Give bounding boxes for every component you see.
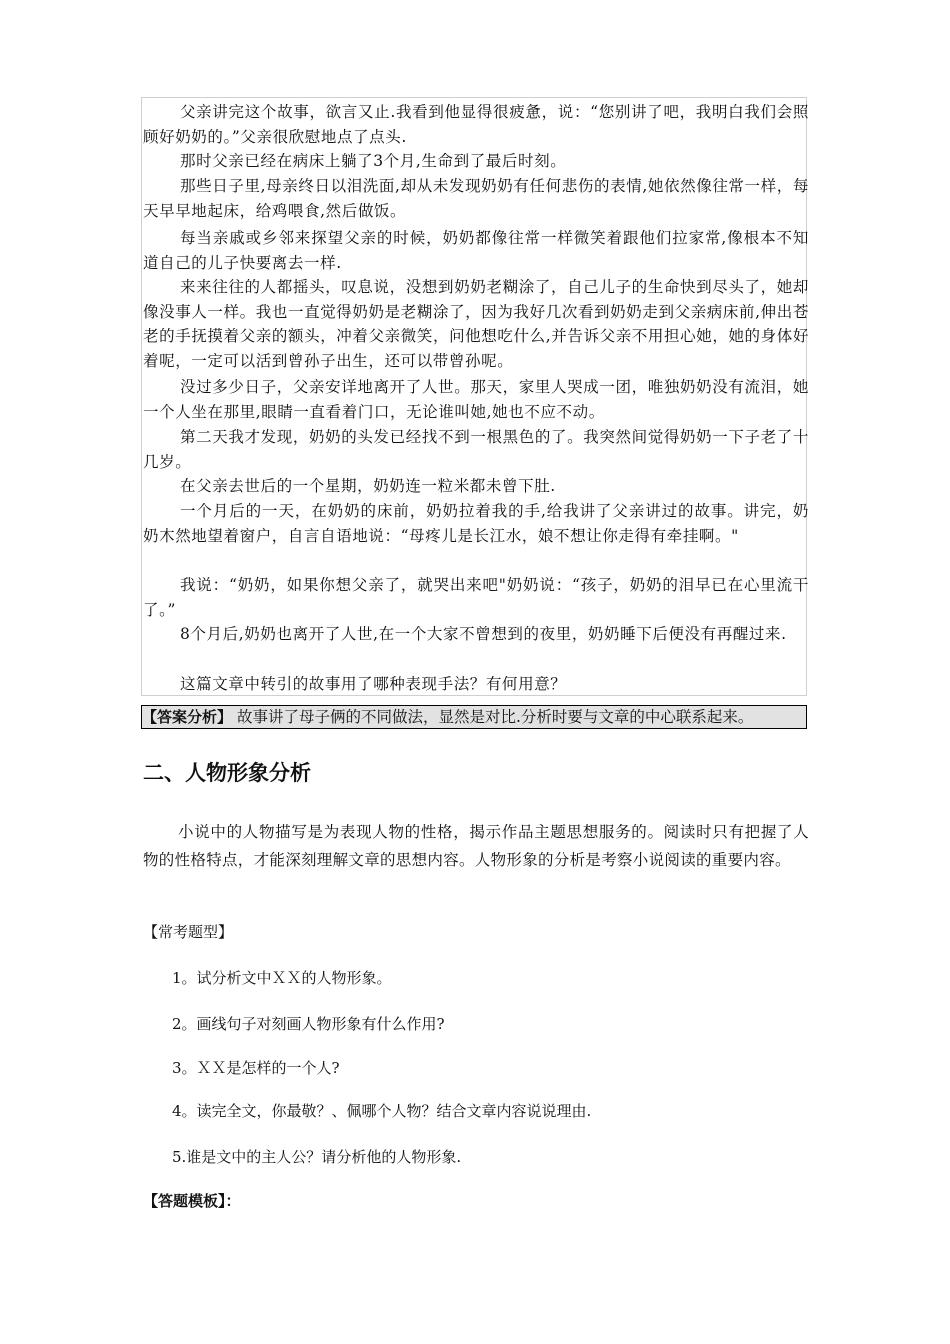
passage-paragraph: 在父亲去世后的一个星期，奶奶连一粒米都未曾下肚. xyxy=(180,477,556,495)
passage-paragraph: 每当亲戚或乡邻来探望父亲的时候，奶奶都像往常一样微笑着跟他们拉家常,像根本不知道自己的儿子快要离去一样. xyxy=(143,229,809,272)
passage-paragraph: 没过多少日子，父亲安详地离开了人世。那天，家里人哭成一团，唯独奶奶没有流泪，她一个人坐在那里,眼睛一直看着门口，无论谁叫她,她也不应不动。 xyxy=(143,378,809,421)
passage-question: 这篇文章中转引的故事用了哪种表现手法？有何用意？ xyxy=(180,675,567,693)
question-item: 4。读完全文，你最敬？、佩哪个人物？结合文章内容说说理由. xyxy=(172,1102,592,1120)
question-types-label: 【常考题型】 xyxy=(143,923,234,941)
question-item: 3。ＸＸ是怎样的一个人? xyxy=(172,1059,340,1077)
passage-paragraph: 来来往往的人都摇头，叹息说，没想到奶奶老糊涂了，自己儿子的生命快到尽头了，她却像没事人一样。我也一直觉得奶奶是老糊涂了，因为我好几次看到奶奶走到父亲病床前,伸出苍老的手抚摸着父亲的额头，冲着父亲微笑，问他想吃什么,并告诉父亲不用担心她，她的身体好着呢，一定可以活到曾孙子出生，还可以带曾孙呢。 xyxy=(143,278,809,370)
question-item: 5.谁是文中的主人公？请分析他的人物形象. xyxy=(172,1148,462,1166)
passage-paragraph: 那时父亲已经在病床上躺了3个月,生命到了最后时刻。 xyxy=(180,152,567,170)
passage-paragraph: 父亲讲完这个故事，欲言又止.我看到他显得很疲惫，说：“您别讲了吧，我明白我们会照顾好奶奶的。”父亲很欣慰地点了点头. xyxy=(143,103,809,146)
passage-paragraph: 第二天我才发现，奶奶的头发已经找不到一根黑色的了。我突然间觉得奶奶一下子老了十几岁。 xyxy=(143,428,809,471)
answer-text: 故事讲了母子俩的不同做法，显然是对比.分析时要与文章的中心联系起来。 xyxy=(232,708,754,726)
question-item: 1。试分析文中ＸＸ的人物形象。 xyxy=(172,969,392,987)
passage-paragraph: 一个月后的一天，在奶奶的床前，奶奶拉着我的手,给我讲了父亲讲过的故事。讲完，奶奶木然地望着窗户，自言自语地说：“母疼儿是长江水，娘不想让你走得有牵挂啊。" xyxy=(143,502,809,545)
section-title: 二、人物形象分析 xyxy=(143,761,311,785)
passage-paragraph: 那些日子里,母亲终日以泪洗面,却从未发现奶奶有任何悲伤的表情,她依然像往常一样，每天早早地起床，给鸡喂食,然后做饭。 xyxy=(143,177,809,220)
intro-paragraph: 小说中的人物描写是为表现人物的性格，揭示作品主题思想服务的。阅读时只有把握了人物的性格特点，才能深刻理解文章的思想内容。人物形象的分析是考察小说阅读的重要内容。 xyxy=(143,823,809,869)
answer-analysis xyxy=(141,705,807,729)
question-item: 2。画线句子对刻画人物形象有什么作用? xyxy=(172,1015,445,1033)
answer-template-label: 【答题模板】： xyxy=(143,1192,241,1210)
passage-paragraph: 8个月后,奶奶也离开了人世,在一个大家不曾想到的夜里，奶奶睡下后便没有再醒过来. xyxy=(180,625,787,643)
passage-paragraph: 我说：“奶奶，如果你想父亲了，就哭出来吧"奶奶说：“孩子，奶奶的泪早已在心里流干了。” xyxy=(143,576,809,619)
answer-label: 【答案分析】 xyxy=(142,708,233,726)
